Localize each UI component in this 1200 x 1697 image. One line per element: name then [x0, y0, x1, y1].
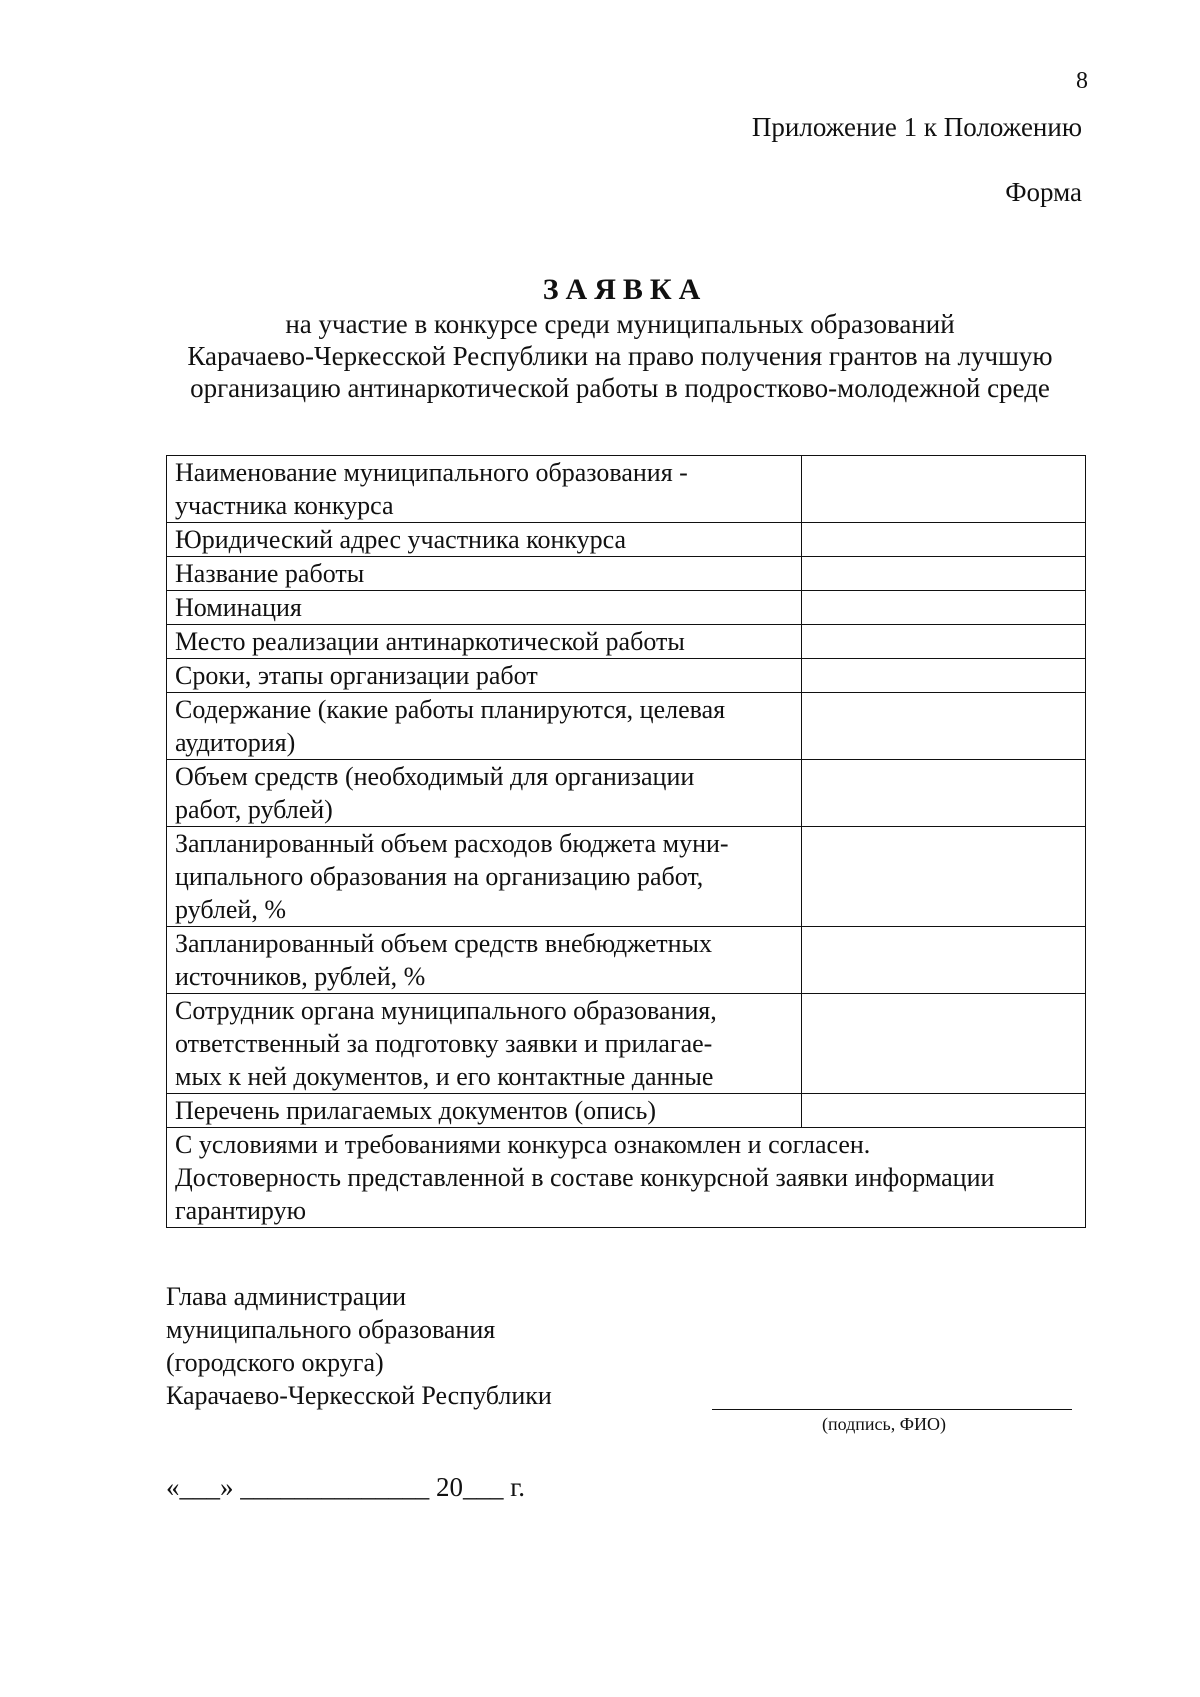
row-value-field[interactable] — [801, 659, 1085, 693]
table-row — [167, 625, 1086, 659]
date-line: «___» ______________ 20___ г. — [166, 1472, 526, 1502]
row-label: Содержание (какие работы планируются, целевая аудитория) — [167, 693, 802, 760]
row-value-field[interactable] — [801, 591, 1085, 625]
table-row — [167, 557, 1086, 591]
row-value-field[interactable] — [801, 1094, 1085, 1128]
agreement-note: С условиями и требованиями конкурса ознакомлен и согласен. Достоверность представленной в составе конкурсной заявки информации гарантирую — [167, 1128, 1086, 1228]
row-value-field[interactable] — [801, 994, 1085, 1094]
row-label: Место реализации антинаркотической работы — [167, 625, 802, 659]
page-number: 8 — [1076, 68, 1088, 94]
row-value-field[interactable] — [801, 557, 1085, 591]
document-subtitle — [160, 308, 1080, 404]
row-label: Юридический адрес участника конкурса — [167, 523, 802, 557]
row-value-field[interactable] — [801, 625, 1085, 659]
row-value-field[interactable] — [801, 693, 1085, 760]
row-value-field[interactable] — [801, 523, 1085, 557]
table-row — [167, 760, 1086, 827]
row-label: Название работы — [167, 557, 802, 591]
signature-line[interactable] — [712, 1409, 1072, 1410]
row-value-field[interactable] — [801, 927, 1085, 994]
table-row — [167, 523, 1086, 557]
row-label: Номинация — [167, 591, 802, 625]
table-row — [167, 659, 1086, 693]
table-row — [167, 827, 1086, 927]
row-label: Объем средств (необходимый для организации работ, рублей) — [167, 760, 802, 827]
subtitle-line-1: на участие в конкурсе среди муниципальных образований — [285, 309, 955, 339]
row-value-field[interactable] — [801, 456, 1085, 523]
form-label: Форма — [1005, 177, 1082, 207]
row-label: Наименование муниципального образования - участника конкурса — [167, 456, 802, 523]
row-label: Запланированный объем средств внебюджетных источников, рублей, % — [167, 927, 802, 994]
table-row — [167, 994, 1086, 1094]
document-title: ЗАЯВКА — [542, 273, 708, 306]
table-row — [167, 927, 1086, 994]
table-row — [167, 693, 1086, 760]
appendix-label: Приложение 1 к Положению — [751, 112, 1082, 142]
row-value-field[interactable] — [801, 827, 1085, 927]
signatory-block: Глава администрации муниципального образования (городского округа) Карачаево-Черкесской Республики — [166, 1282, 552, 1410]
row-value-field[interactable] — [801, 760, 1085, 827]
table-row — [167, 591, 1086, 625]
row-label: Запланированный объем расходов бюджета муни- ципального образования на организацию работ, рублей, % — [167, 827, 802, 927]
subtitle-line-3: организацию антинаркотической работы в подростково-молодежной среде — [190, 373, 1050, 403]
subtitle-line-2: Карачаево-Черкесской Республики на право получения грантов на лучшую — [187, 341, 1053, 371]
table-row — [167, 1128, 1086, 1228]
table-row — [167, 456, 1086, 523]
application-table — [166, 455, 1086, 1228]
table-row — [167, 1094, 1086, 1128]
row-label: Сотрудник органа муниципального образования, ответственный за подготовку заявки и прилагае- мых к ней документов, и его контактные данные — [167, 994, 802, 1094]
row-label: Сроки, этапы организации работ — [167, 659, 802, 693]
signature-caption: (подпись, ФИО) — [822, 1414, 946, 1434]
row-label: Перечень прилагаемых документов (опись) — [167, 1094, 802, 1128]
